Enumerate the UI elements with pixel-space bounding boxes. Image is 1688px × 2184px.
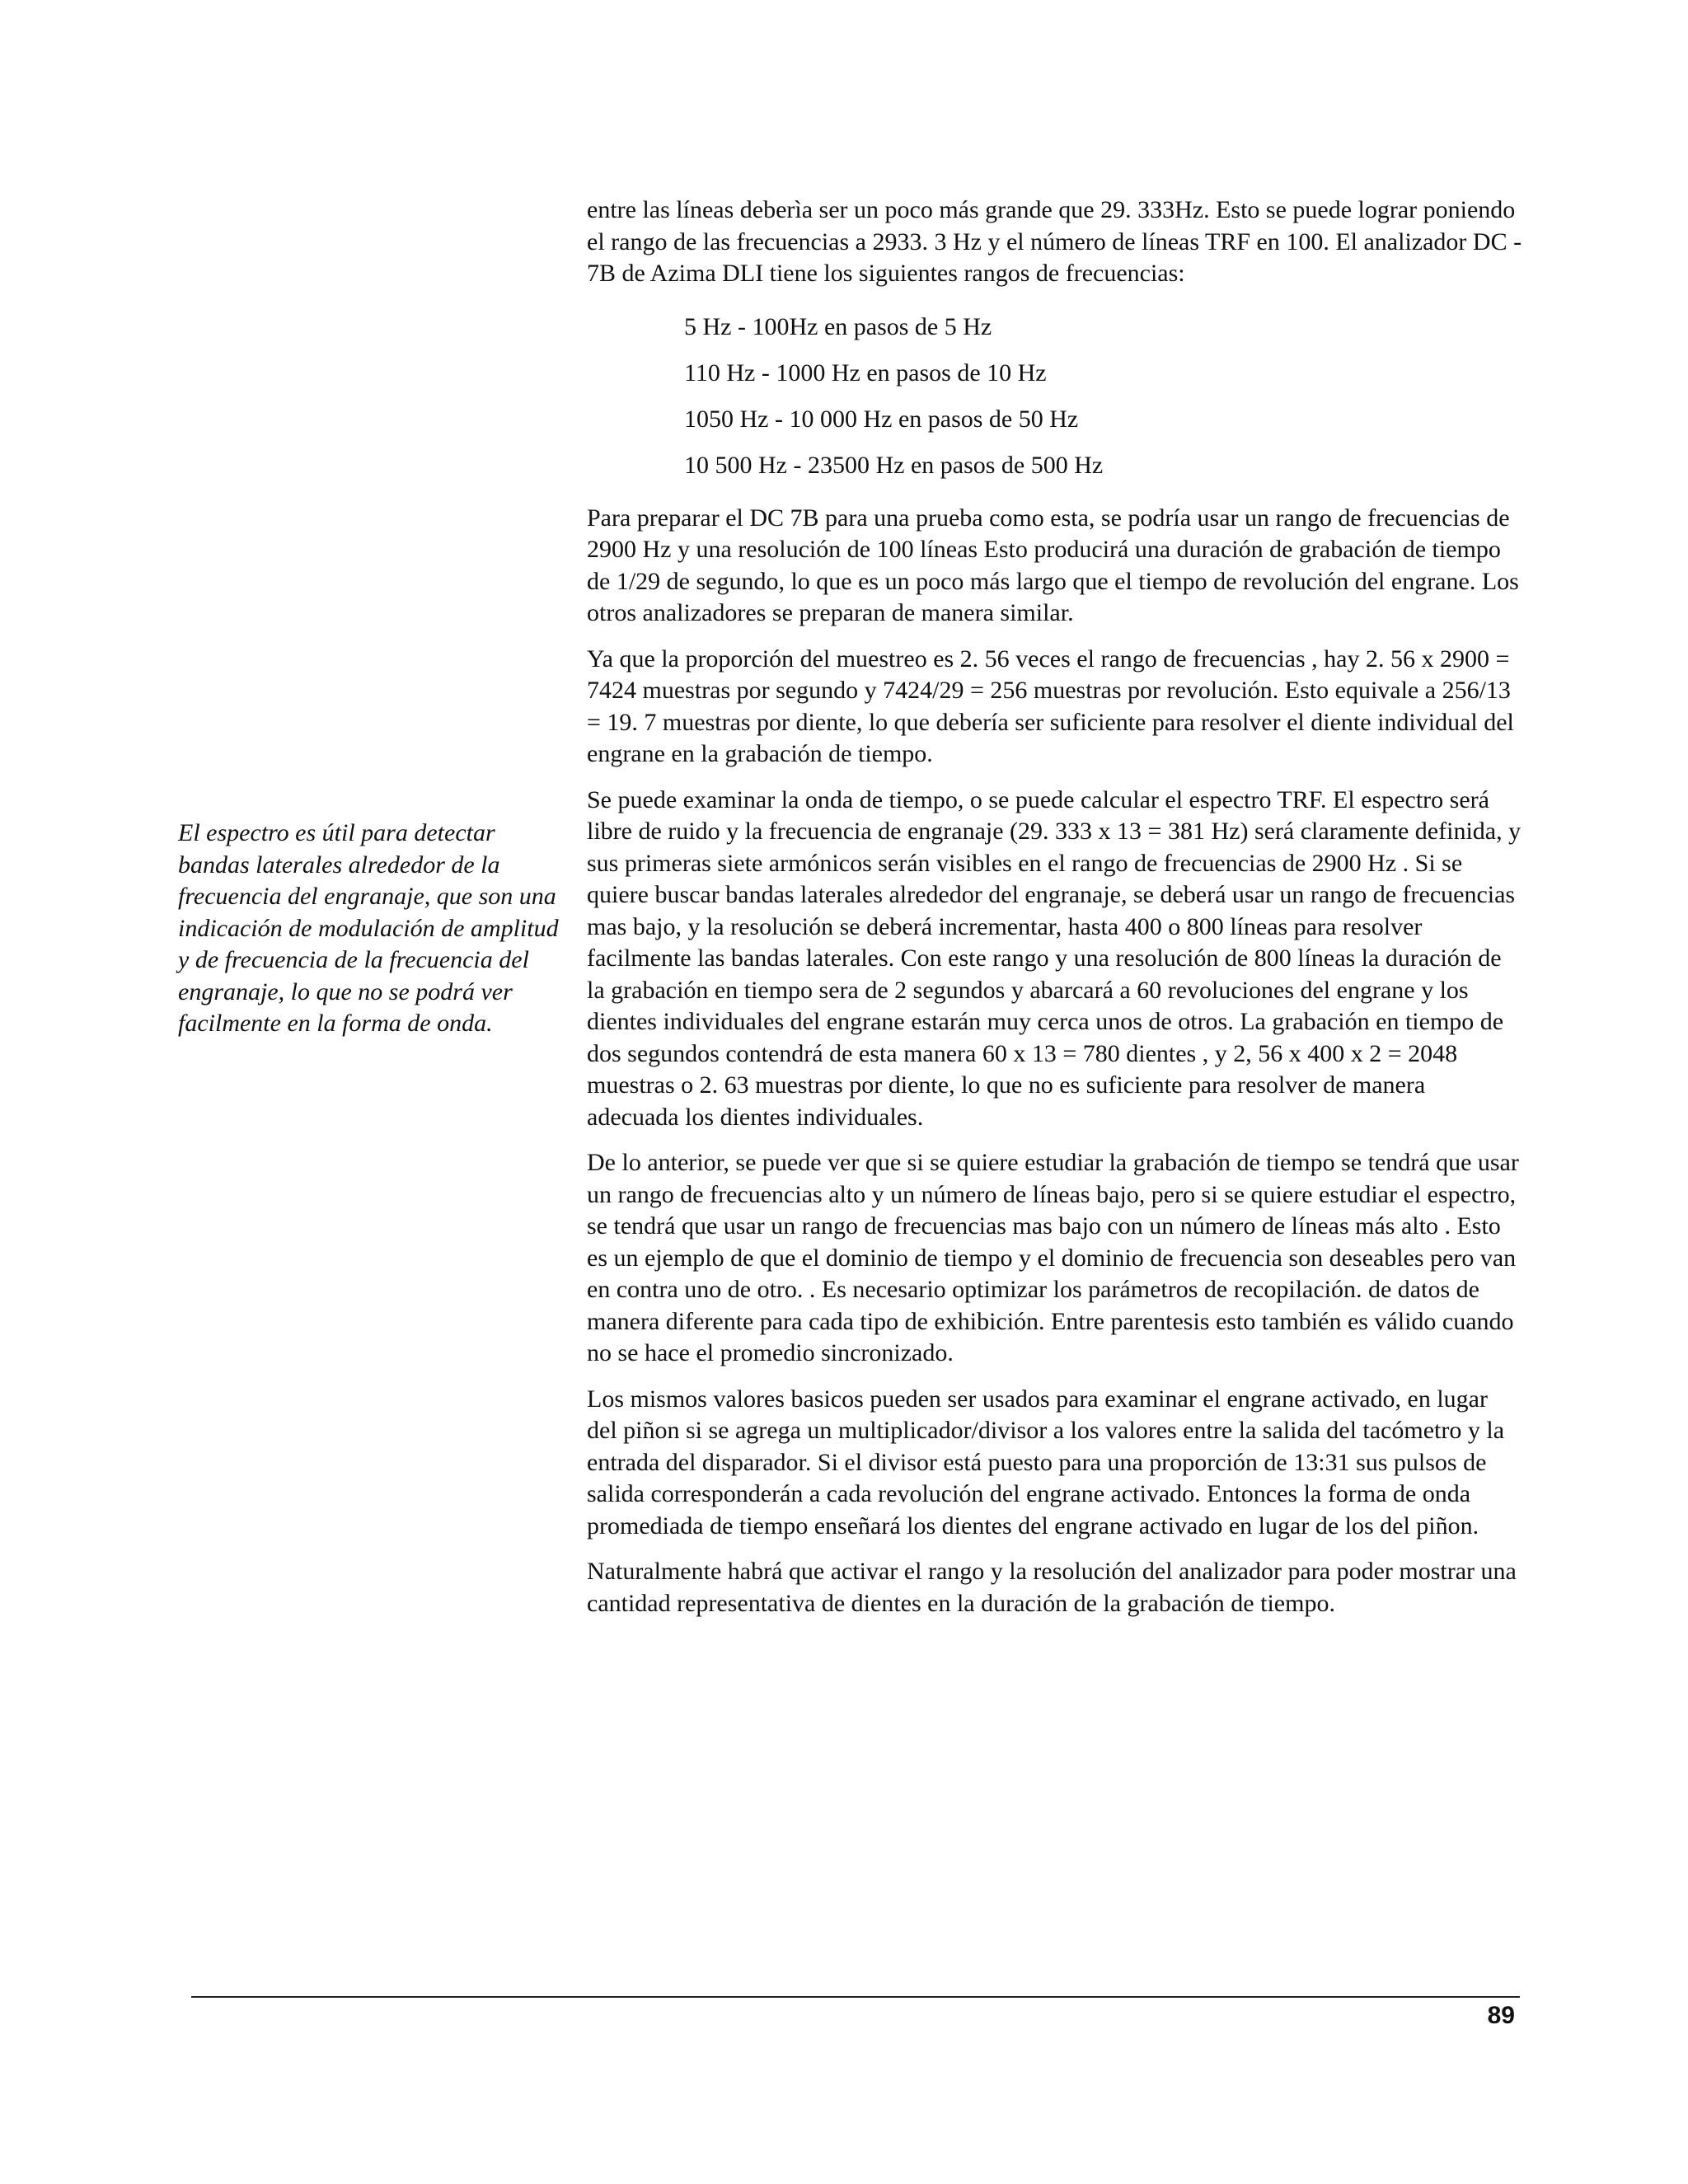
paragraph-time-wave-spectrum: Se puede examinar la onda de tiempo, o se puede calcular el espectro TRF. El espectro será libre de ruido y la frecuencia de engranaje (29. 333 x 13 = 381 Hz) será claramente definida, y sus primeras siete armónicos serán visibles en el rango de frecuencias de 2900 Hz . Si se quiere buscar bandas laterales alrededor del engranaje, se deberá usar un rango de frecuencias mas bajo, y la resolución se deberá incrementar, hasta 400 o 800 líneas para resolver facilmente las bandas laterales. Con este rango y una resolución de 800 líneas la duración de la grabación en tiempo sera de 2 segundos y abarcará a 60 revoluciones del engrane y los dientes individuales del engrane estarán muy cerca unos de otros. La grabación en tiempo de dos segundos contendrá de esta manera 60 x 13 = 780 dientes , y 2, 56 x 400 x 2 = 2048 muestras o 2. 63 muestras por diente, lo que no es suficiente para resolver de manera adecuada los dientes individuales. xyxy=(587,785,1522,1131)
frequency-range-item: 1050 Hz - 10 000 Hz en pasos de 50 Hz xyxy=(684,405,1079,433)
footer-divider xyxy=(191,1996,1520,1998)
paragraph-time-vs-frequency: De lo anterior, se puede ver que si se quiere estudiar la grabación de tiempo se tendrá que usar un rango de frecuencias alto y un número de líneas bajo, pero si se quiere estudiar el espectro, se tendrá que usar un rango de frecuencias mas bajo con un número de líneas más alto . Esto es un ejemplo de que el dominio de tiempo y el dominio de frecuencia son deseables pero van en contra uno de otro. . Es necesario optimizar los parámetros de recopilación. de datos de manera diferente para cada tipo de exhibición. Entre parentesis esto también es válido cuando no se hace el promedio sincronizado. xyxy=(587,1149,1519,1366)
intro-paragraph: entre las líneas deberìa ser un poco más grande que 29. 333Hz. Esto se puede lograr poniendo el rango de las frecuencias a 2933. 3 Hz y el número de líneas TRF en 100. El analizador DC - 7B de Azima DLI tiene los siguientes rangos de frecuencias: xyxy=(587,196,1522,287)
main-text-column xyxy=(587,194,1522,1633)
paragraph-sampling-ratio: Ya que la proporción del muestreo es 2. 56 veces el rango de frecuencias , hay 2. 56 x 2900 = 7424 muestras por segundo y 7424/29 = 256 muestras por revolución. Esto equivale a 256/13 = 19. 7 muestras por diente, lo que debería ser suficiente para resolver el diente individual del engrane en la grabación de tiempo. xyxy=(587,644,1514,767)
page-number: 89 xyxy=(1487,2002,1515,2029)
frequency-range-item: 10 500 Hz - 23500 Hz en pasos de 500 Hz xyxy=(684,451,1104,479)
frequency-range-list xyxy=(684,304,1522,489)
paragraph-dc7b-setup: Para preparar el DC 7B para una prueba como esta, se podría usar un rango de frecuencias de 2900 Hz y una resolución de 100 líneas Esto producirá una duración de grabación de tiempo de 1/29 de segundo, lo que es un poco más largo que el tiempo de revolución del engrane. Los otros analizadores se preparan de manera similar. xyxy=(587,504,1519,626)
frequency-range-item: 5 Hz - 100Hz en pasos de 5 Hz xyxy=(684,312,992,340)
margin-note: El espectro es útil para detectar bandas laterales alrededor de la frecuencia del engranaje, que son una indicación de modulación de amplitud y de frecuencia de la frecuencia del engranaje, lo que no se podrá ver facilmente en la forma de onda. xyxy=(178,819,559,1037)
frequency-range-item: 110 Hz - 1000 Hz en pasos de 10 Hz xyxy=(684,359,1047,387)
paragraph-driven-gear: Los mismos valores basicos pueden ser usados para examinar el engrane activado, en lugar del piñon si se agrega un multiplicador/divisor a los valores entre la salida del tacómetro y la entrada del disparador. Si el divisor está puesto para una proporción de 13:31 sus pulsos de salida corresponderán a cada revolución del engrane activado. Entonces la forma de onda promediada de tiempo enseñará los dientes del engrane activado en lugar de los del piñon. xyxy=(587,1385,1505,1540)
paragraph-analyzer-range: Naturalmente habrá que activar el rango y la resolución del analizador para poder mostrar una cantidad representativa de dientes en la duración de la grabación de tiempo. xyxy=(587,1558,1517,1617)
